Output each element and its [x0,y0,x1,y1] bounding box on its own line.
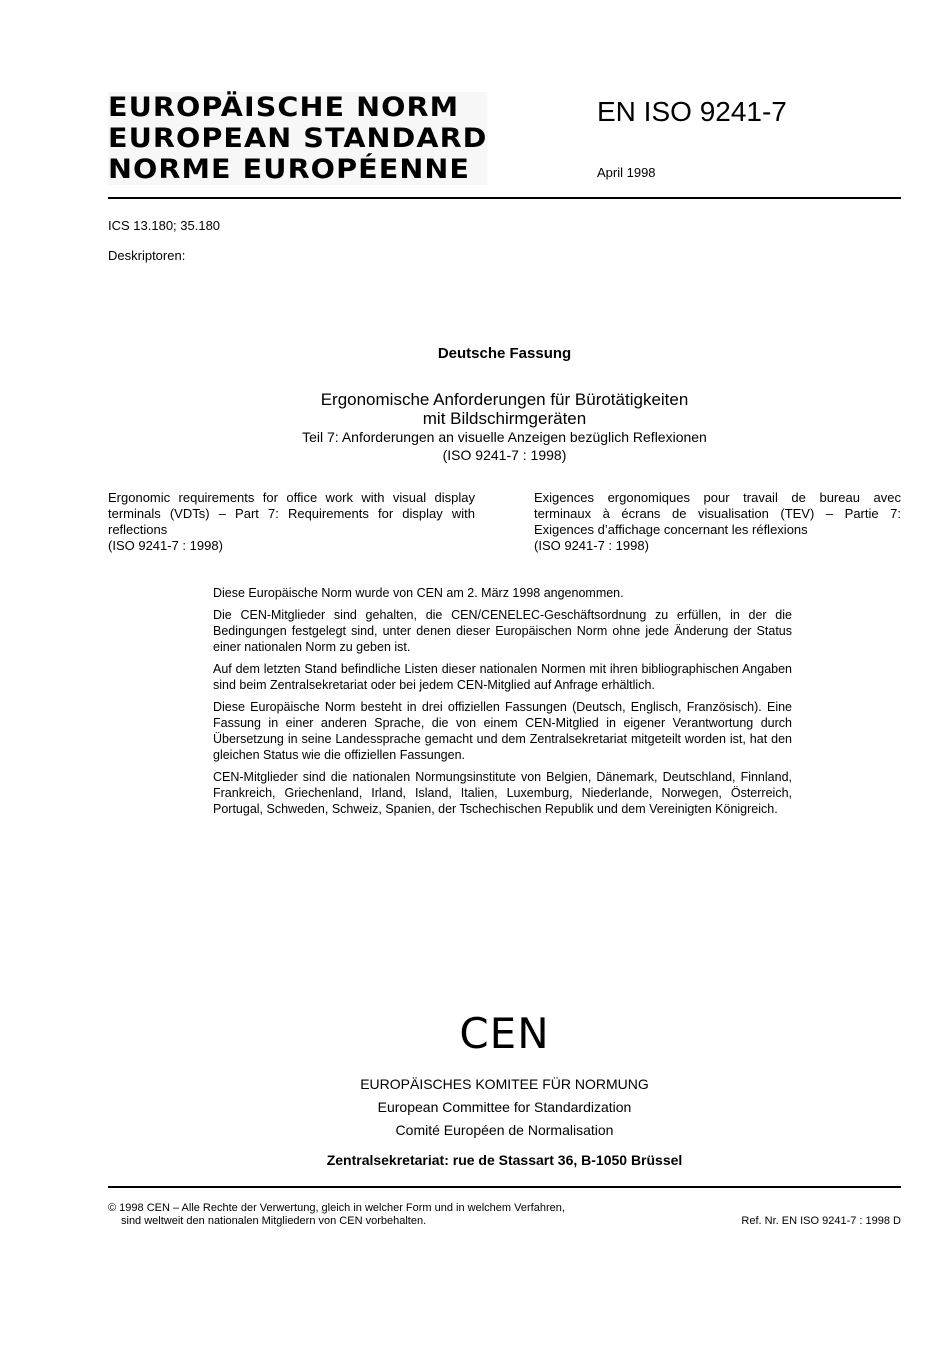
title-de-line2: mit Bildschirmgeräten [422,409,587,428]
cen-name-de: EUROPÄISCHES KOMITEE FÜR NORMUNG [360,1076,649,1092]
publication-date: April 1998 [597,165,656,180]
reference-number: Ref. Nr. EN ISO 9241-7 : 1998 D [741,1215,901,1227]
title-de-line1: Ergonomische Anforderungen für Bürotätigkeiten [320,390,689,409]
cen-name-fr: Comité Européen de Normalisation [395,1122,614,1138]
norm-title-en: EUROPEAN STANDARD [108,123,488,154]
norm-title-fr: NORME EUROPÉENNE [108,154,470,185]
header-divider [108,197,901,199]
descriptors-label: Deskriptoren: [108,248,186,263]
cen-logo: CEN [459,1009,550,1058]
title-de-line3: Teil 7: Anforderungen an visuelle Anzeigen bezüglich Reflexionen [302,429,707,445]
norm-title-logo [108,92,487,185]
norm-title-de: EUROPÄISCHE NORM [108,92,460,123]
paragraph-regulations: Die CEN-Mitglieder sind gehalten, die CEN/CENELEC-Geschäftsordnung zu erfüllen, in der die Bedingungen festgelegt sind, unter denen dieser Europäischen Norm ohne jede Änderung der Status einer nationalen Norm zu geben ist. [213,608,792,654]
cen-address: Zentralsekretariat: rue de Stassart 36, B-1050 Brüssel [326,1152,683,1168]
title-fr-block [534,490,901,554]
ics-code: ICS 13.180; 35.180 [108,218,221,233]
title-en: Ergonomic requirements for office work with visual display terminals (VDTs) – Part 7: Requirements for display with reflections [108,490,475,537]
paragraph-lists: Auf dem letzten Stand befindliche Listen dieser nationalen Normen mit ihren bibliographischen Angaben sind beim Zentralsekretariat oder bei jedem CEN-Mitglied auf Anfrage erhältlich. [213,662,792,692]
standard-number: EN ISO 9241-7 [597,96,787,127]
paragraph-members: CEN-Mitglieder sind die nationalen Normungsinstitute von Belgien, Dänemark, Deutschland, Finnland, Frankreich, Griechenland, Irland, Island, Italien, Luxemburg, Niederlande, Norwegen, Österreich, Portugal, Schweden, Schweiz, Spanien, der Tschechischen Republik und dem Vereinigten Königreich. [213,770,792,816]
version-label: Deutsche Fassung [437,345,572,362]
adoption-notes [213,585,792,823]
title-fr-ref: (ISO 9241-7 : 1998) [534,538,649,553]
paragraph-adoption: Diese Europäische Norm wurde von CEN am 2. März 1998 angenommen. [213,586,624,600]
copyright-line2: sind weltweit den nationalen Mitgliedern von CEN vorbehalten. [121,1215,427,1227]
cen-name-en: European Committee for Standardization [377,1099,632,1115]
footer-divider [108,1186,901,1188]
copyright-line1: © 1998 CEN – Alle Rechte der Verwertung, gleich in welcher Form und in welchem Verfahren, [108,1202,565,1214]
title-fr: Exigences ergonomiques pour travail de bureau avec terminaux à écrans de visualisation (TEV) – Partie 7: Exigences d’affichage concernant les réflexions [534,490,901,537]
title-de-line4: (ISO 9241-7 : 1998) [442,447,567,463]
title-en-block [108,490,475,554]
title-en-ref: (ISO 9241-7 : 1998) [108,538,223,553]
paragraph-versions: Diese Europäische Norm besteht in drei offiziellen Fassungen (Deutsch, Englisch, Französisch). Eine Fassung in einer anderen Sprache, die von einem CEN-Mitglied in eigener Verantwortung durch Übersetzung in seine Landessprache gemacht und dem Zentralsekretariat mitgeteilt worden ist, hat den gleichen Status wie die offiziellen Fassungen. [213,700,792,762]
copyright-notice [108,1202,565,1228]
